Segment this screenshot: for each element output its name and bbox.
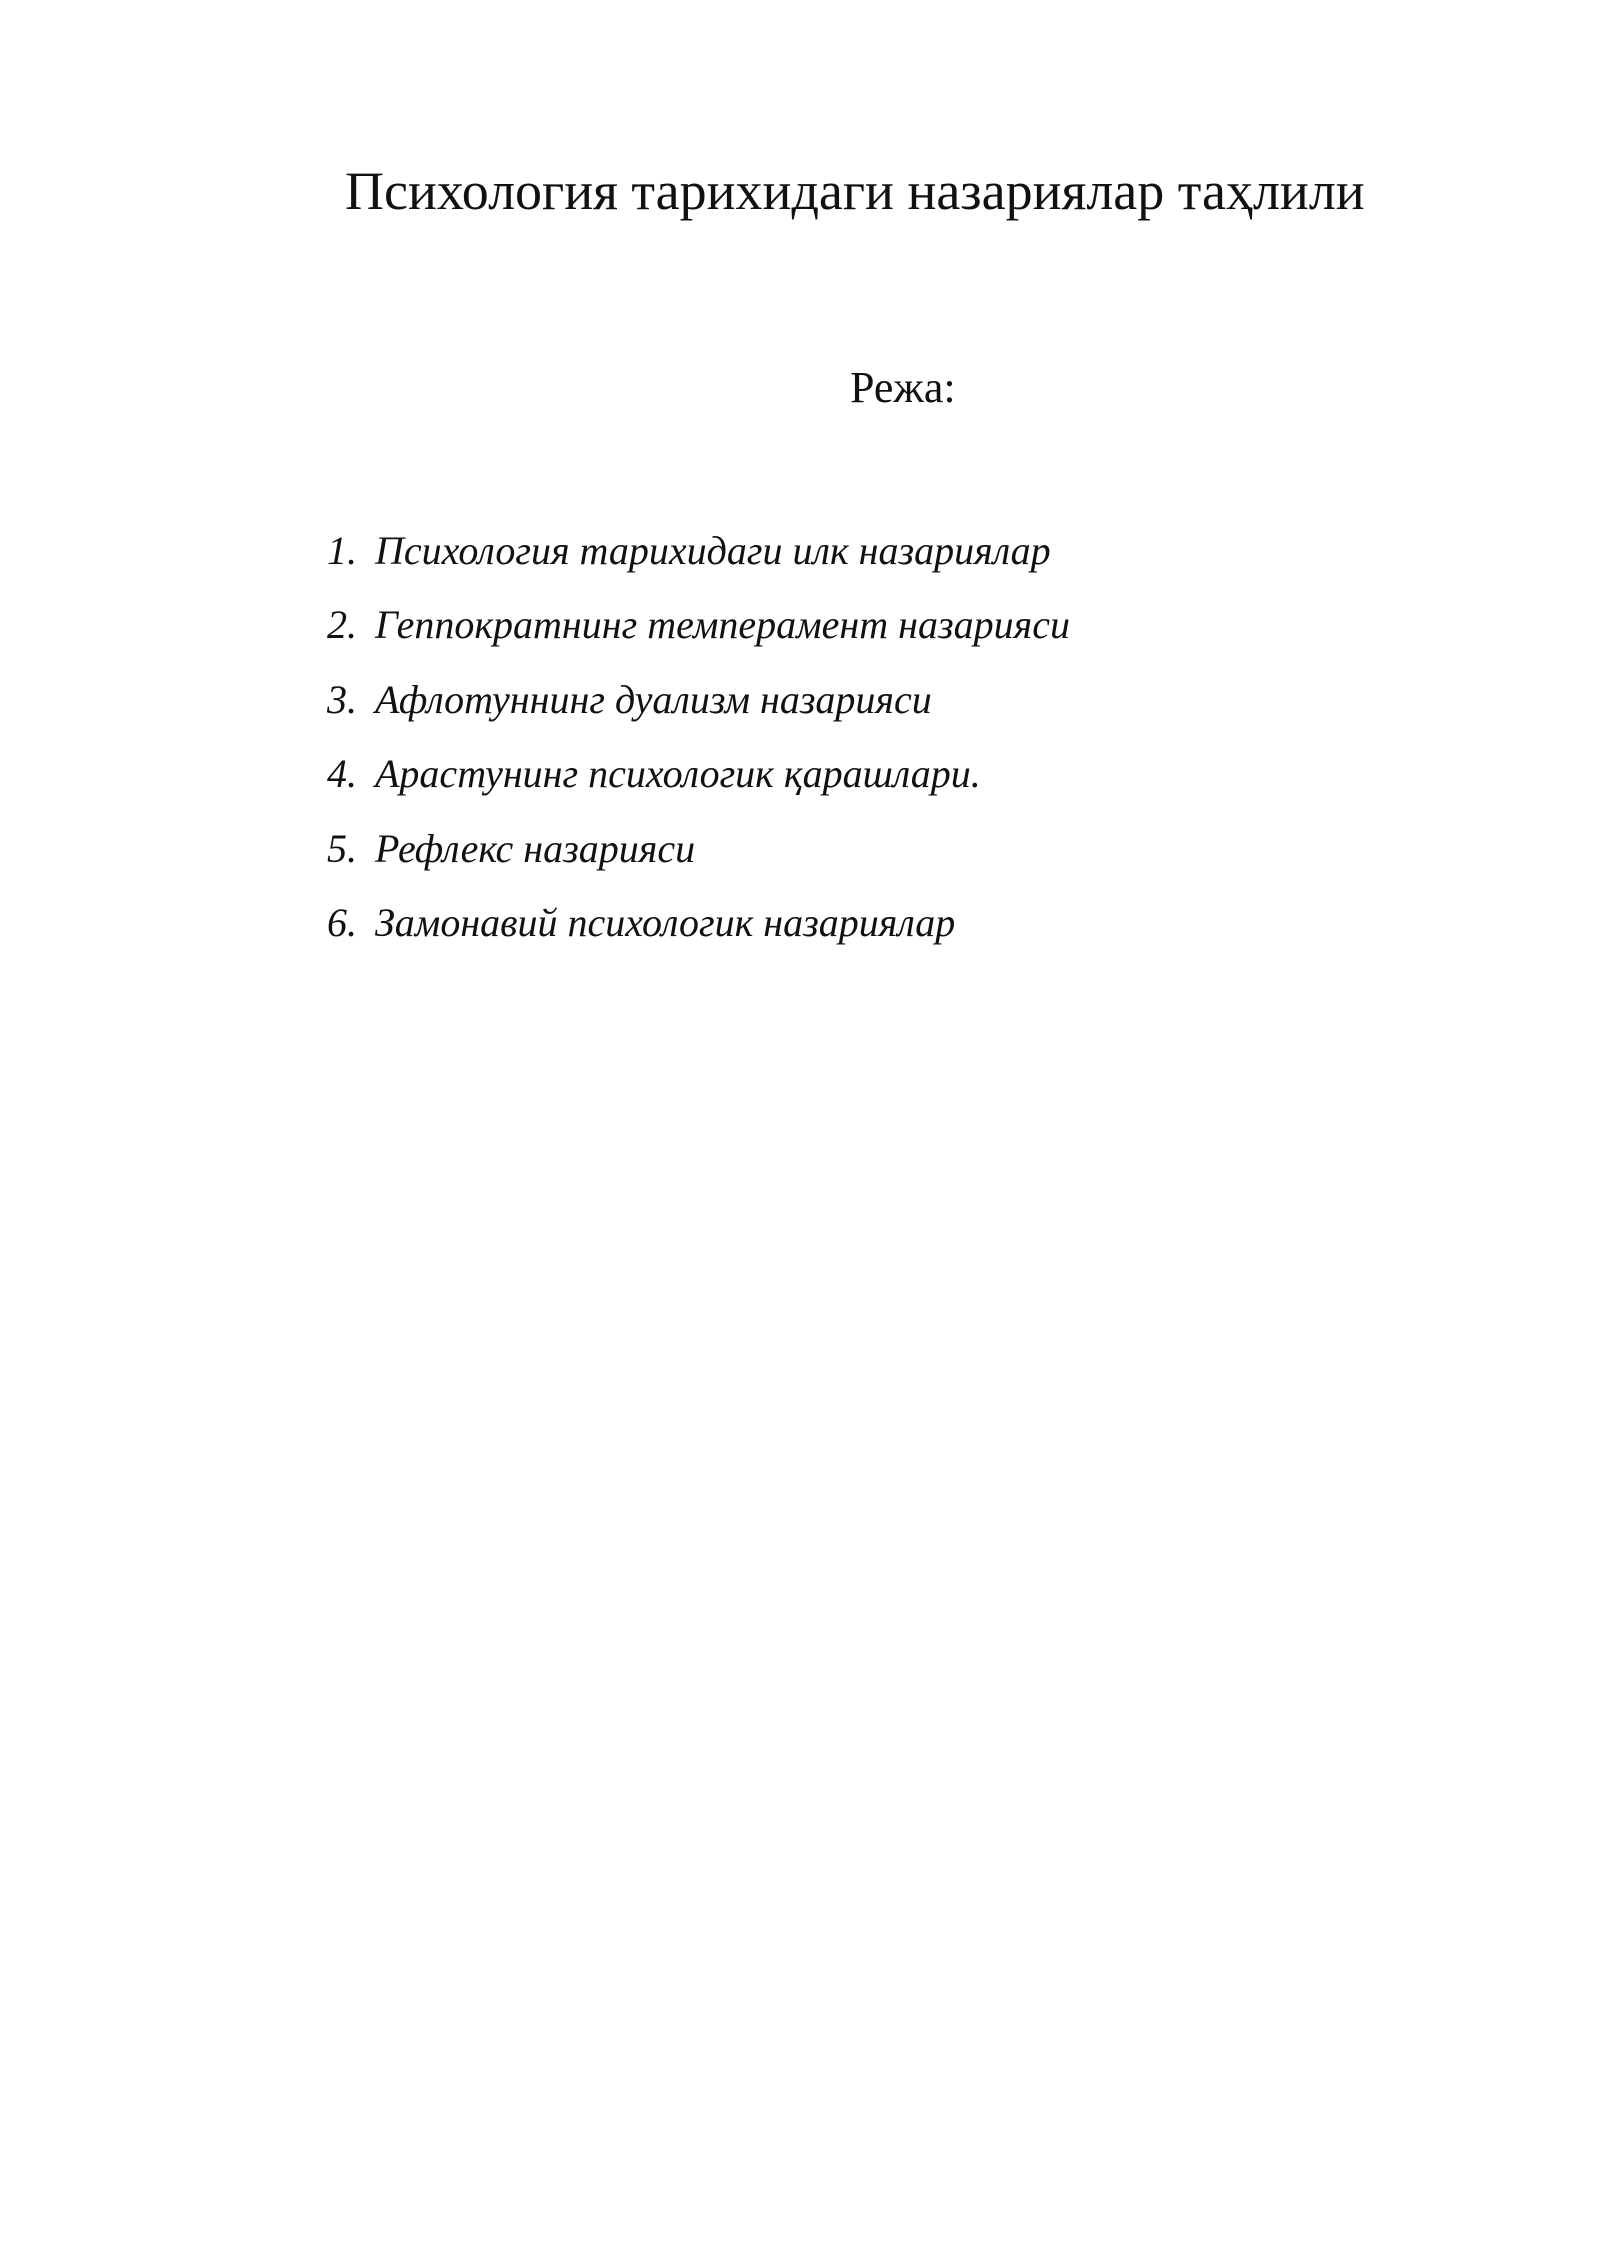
plan-item xyxy=(327,893,1070,967)
plan-item xyxy=(327,595,1070,669)
plan-item-text: Арастунинг психологик қарашлари. xyxy=(375,751,981,797)
plan-list xyxy=(327,521,1070,967)
plan-item-text: Рефлекс назарияси xyxy=(375,825,696,871)
plan-item xyxy=(327,744,1070,818)
plan-item-text: Афлотуннинг дуализм назарияси xyxy=(375,676,932,722)
plan-item-number: 5. xyxy=(327,825,357,871)
plan-item xyxy=(327,819,1070,893)
plan-item-number: 6. xyxy=(327,899,357,945)
plan-item-text: Психология тарихидаги илк назариялар xyxy=(375,528,1051,573)
plan-item-text: Замонавий психологик назариялар xyxy=(375,899,956,945)
plan-item-number: 2. xyxy=(327,602,357,648)
plan-item-number: 3. xyxy=(327,676,357,722)
plan-item-number: 4. xyxy=(327,751,357,797)
document-title: Психология тарихидаги назариялар таҳлили xyxy=(345,161,1365,221)
plan-heading: Режа: xyxy=(850,363,956,412)
plan-item xyxy=(327,670,1070,744)
plan-item xyxy=(327,521,1070,595)
plan-item-text: Геппократнинг темперамент назарияси xyxy=(375,602,1070,648)
plan-item-number: 1. xyxy=(327,528,357,573)
